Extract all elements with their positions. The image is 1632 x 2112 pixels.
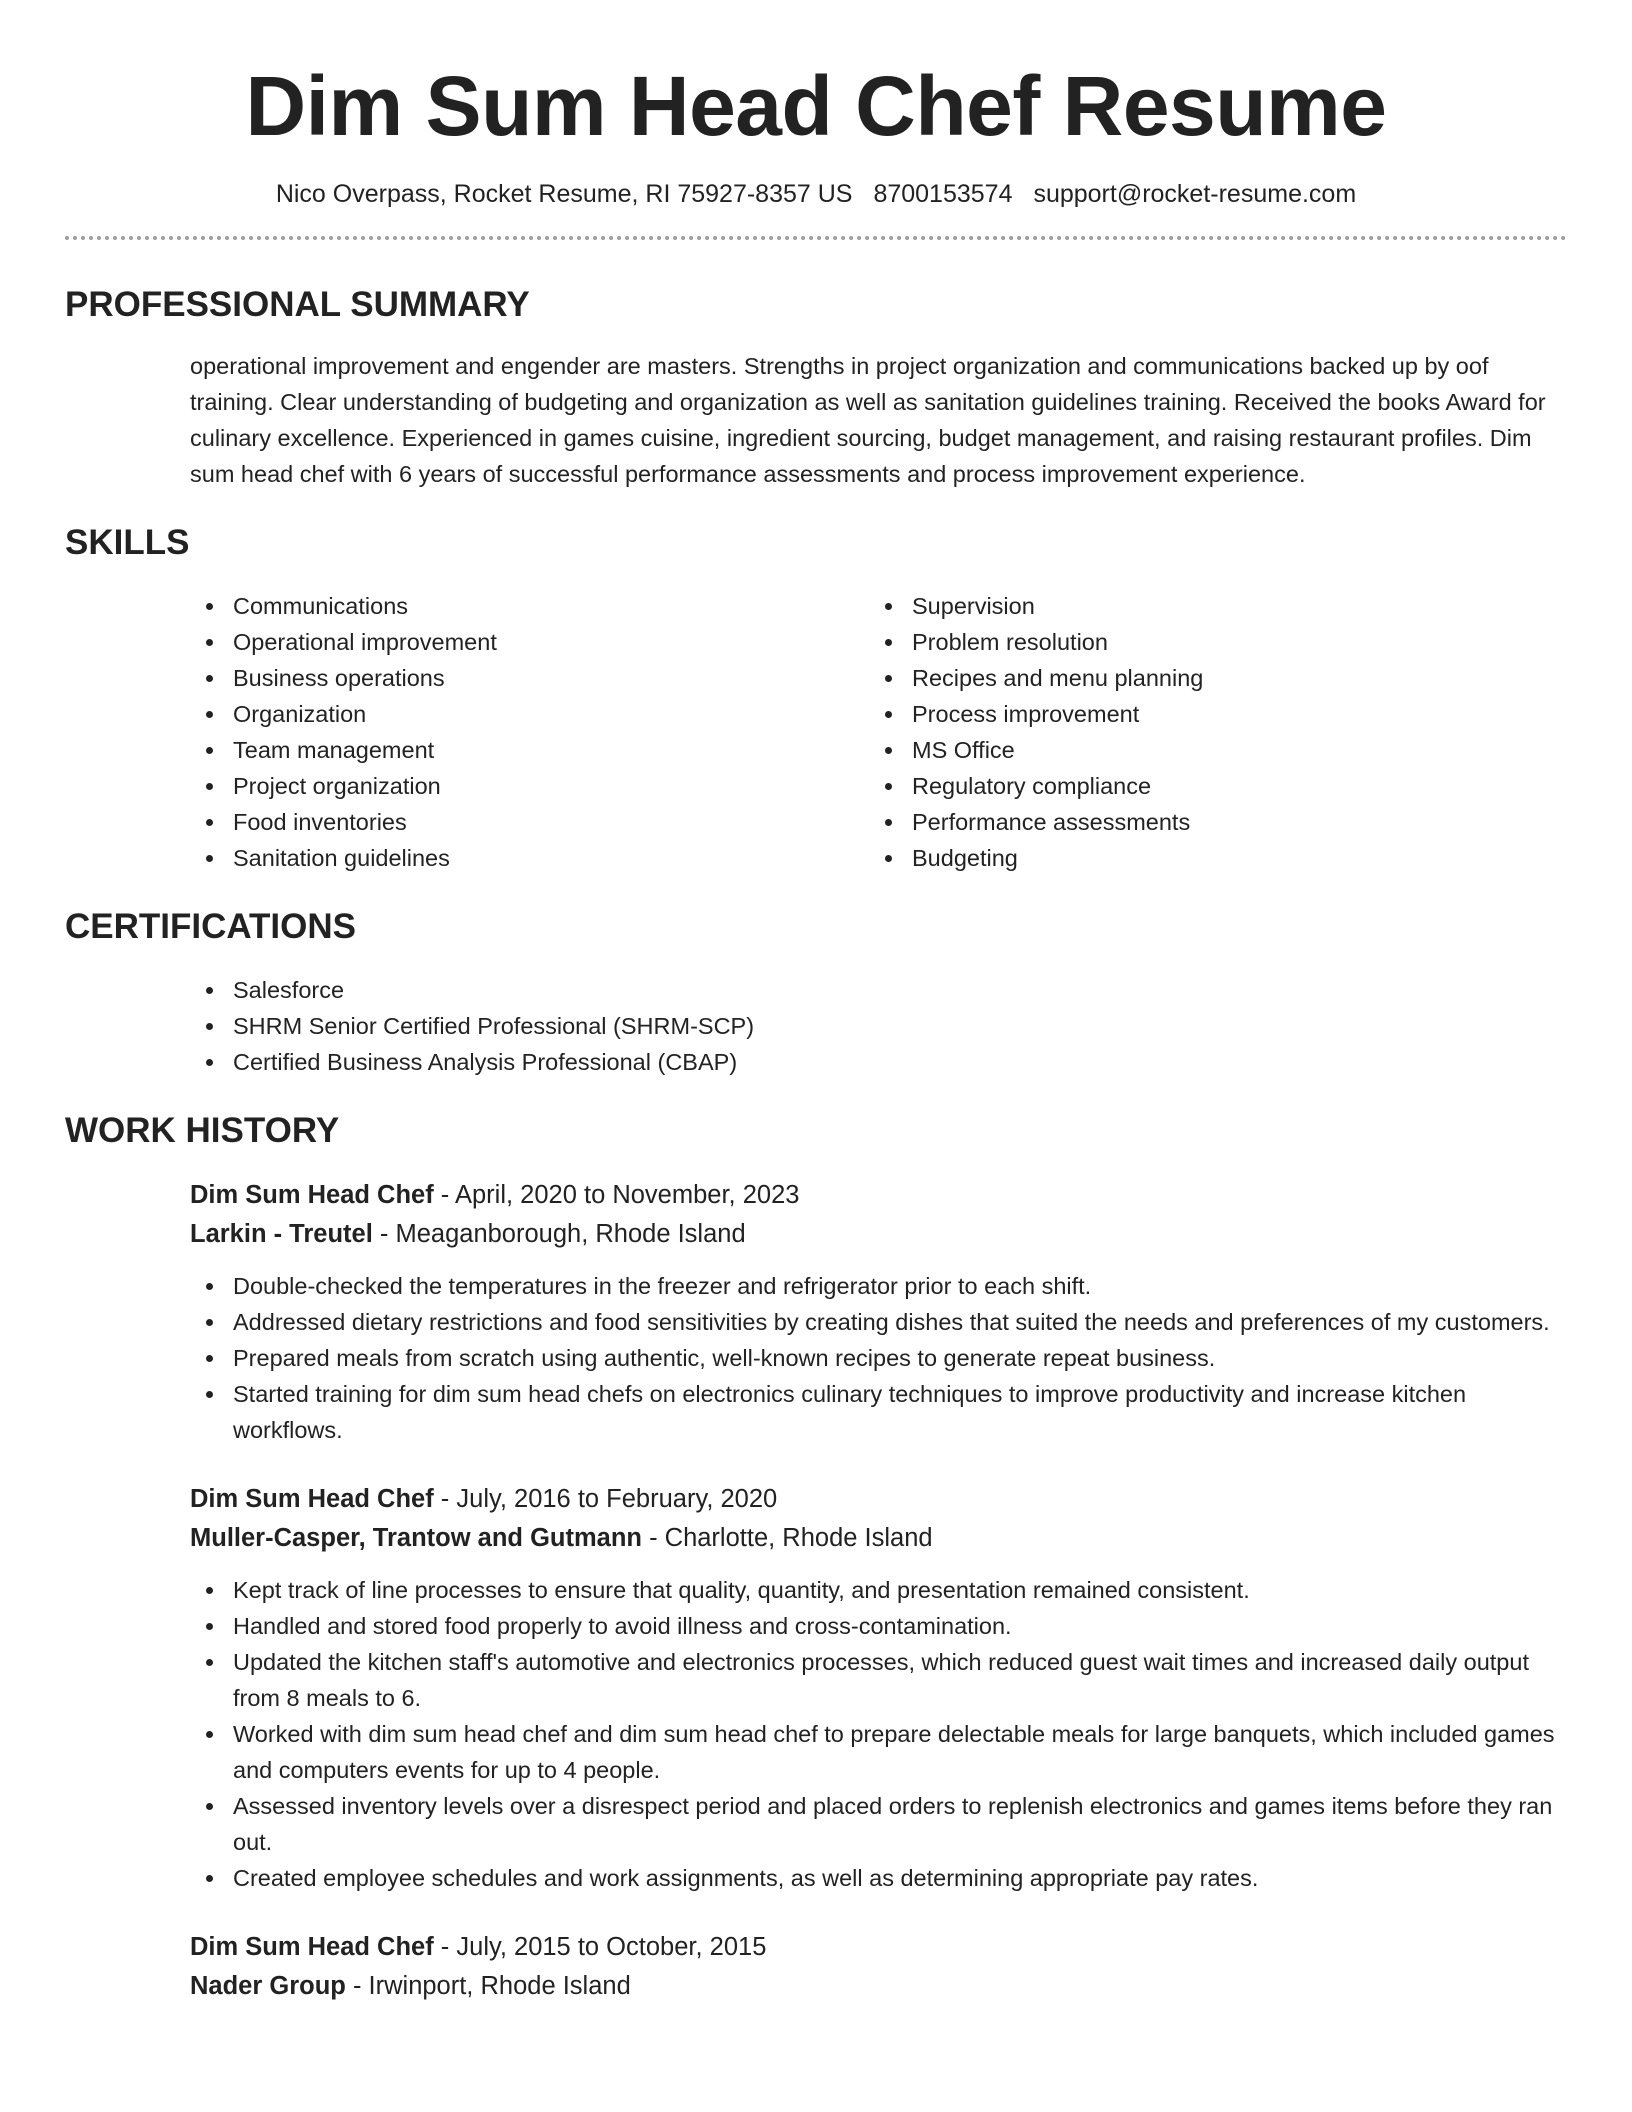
skill-item: Regulatory compliance: [869, 768, 1548, 804]
job-bullet: Worked with dim sum head chef and dim sum head chef to prepare delectable meals for large banquets, which included games and computers events for up to 4 people.: [190, 1716, 1567, 1788]
skill-item: MS Office: [869, 732, 1548, 768]
job-title: Dim Sum Head Chef: [190, 1933, 434, 1961]
skill-item: Project organization: [190, 768, 869, 804]
skill-item: Process improvement: [869, 696, 1548, 732]
job-dates: July, 2016 to February, 2020: [456, 1485, 778, 1513]
job-company: Nader Group: [190, 1972, 346, 2000]
job-dates: April, 2020 to November, 2023: [454, 1181, 800, 1209]
job-title-line: Dim Sum Head Chef - July, 2015 to October, 2015: [190, 1933, 767, 1961]
job-bullet-list: [190, 1268, 1567, 1448]
header-divider: [65, 236, 1567, 240]
contact-email: support@rocket-resume.com: [1033, 180, 1357, 208]
skill-item: Business operations: [190, 660, 869, 696]
job-bullet: Double-checked the temperatures in the freezer and refrigerator prior to each shift.: [190, 1268, 1567, 1304]
skill-item: Sanitation guidelines: [190, 840, 869, 876]
job-location: Meaganborough, Rhode Island: [395, 1220, 746, 1248]
skill-item: Supervision: [869, 588, 1548, 624]
job-company-line: Larkin - Treutel - Meaganborough, Rhode Island: [190, 1220, 746, 1248]
summary-heading: PROFESSIONAL SUMMARY: [65, 285, 530, 324]
resume-title: Dim Sum Head Chef Resume: [245, 59, 1387, 153]
skill-item: Problem resolution: [869, 624, 1548, 660]
job-entry: [190, 1480, 1567, 1896]
job-bullet: Created employee schedules and work assignments, as well as determining appropriate pay rates.: [190, 1860, 1567, 1896]
skill-item: Operational improvement: [190, 624, 869, 660]
job-bullet: Updated the kitchen staff's automotive and electronics processes, which reduced guest wait times and increased daily output from 8 meals to 6.: [190, 1644, 1567, 1716]
skills-heading: SKILLS: [65, 523, 190, 562]
skills-grid: [190, 588, 1567, 876]
job-company: Larkin - Treutel: [190, 1220, 373, 1248]
skill-item: Communications: [190, 588, 869, 624]
skill-item: Organization: [190, 696, 869, 732]
job-company-line: Muller-Casper, Trantow and Gutmann - Charlotte, Rhode Island: [190, 1524, 933, 1552]
skill-item: Food inventories: [190, 804, 869, 840]
certifications-heading: CERTIFICATIONS: [65, 907, 357, 946]
certification-item: SHRM Senior Certified Professional (SHRM-SCP): [190, 1008, 1567, 1044]
certifications-list: [190, 972, 1567, 1080]
job-dates: July, 2015 to October, 2015: [456, 1933, 767, 1961]
job-entry: [190, 1928, 1567, 2006]
job-bullet: Assessed inventory levels over a disrespect period and placed orders to replenish electronics and games items before they ran out.: [190, 1788, 1567, 1860]
contact-phone: 8700153574: [873, 180, 1013, 208]
skill-item: Recipes and menu planning: [869, 660, 1548, 696]
certification-item: Salesforce: [190, 972, 1567, 1008]
job-location: Irwinport, Rhode Island: [368, 1972, 631, 2000]
job-title-line: Dim Sum Head Chef - July, 2016 to February, 2020: [190, 1485, 778, 1513]
contact-line: [65, 178, 1567, 210]
job-title-line: Dim Sum Head Chef - April, 2020 to November, 2023: [190, 1181, 800, 1209]
job-bullet: Prepared meals from scratch using authentic, well-known recipes to generate repeat business.: [190, 1340, 1567, 1376]
job-title: Dim Sum Head Chef: [190, 1181, 434, 1209]
skills-list-left: [190, 588, 869, 876]
job-company: Muller-Casper, Trantow and Gutmann: [190, 1524, 642, 1552]
summary-text: operational improvement and engender are masters. Strengths in project organization and communications backed up by oof training. Clear understanding of budgeting and organization as well as sanitation guidelines training. Received the books Award for culinary excellence. Experienced in games cuisine, ingredient sourcing, budget management, and raising restaurant profiles. Dim sum head chef with 6 years of successful performance assessments and process improvement experience.: [190, 353, 1546, 487]
job-title: Dim Sum Head Chef: [190, 1485, 434, 1513]
job-bullet-list: [190, 1572, 1567, 1896]
skill-item: Budgeting: [869, 840, 1548, 876]
skill-item: Performance assessments: [869, 804, 1548, 840]
contact-address: Nico Overpass, Rocket Resume, RI 75927-8357 US: [275, 180, 853, 208]
certification-item: Certified Business Analysis Professional (CBAP): [190, 1044, 1567, 1080]
job-bullet: Handled and stored food properly to avoid illness and cross-contamination.: [190, 1608, 1567, 1644]
work-history-heading: WORK HISTORY: [65, 1111, 340, 1150]
job-bullet: Started training for dim sum head chefs on electronics culinary techniques to improve productivity and increase kitchen workflows.: [190, 1376, 1567, 1448]
job-bullet: Addressed dietary restrictions and food sensitivities by creating dishes that suited the needs and preferences of my customers.: [190, 1304, 1567, 1340]
skill-item: Team management: [190, 732, 869, 768]
job-entry: [190, 1176, 1567, 1448]
skills-list-right: [869, 588, 1548, 876]
job-bullet: Kept track of line processes to ensure that quality, quantity, and presentation remained consistent.: [190, 1572, 1567, 1608]
job-location: Charlotte, Rhode Island: [664, 1524, 933, 1552]
job-company-line: Nader Group - Irwinport, Rhode Island: [190, 1972, 631, 2000]
